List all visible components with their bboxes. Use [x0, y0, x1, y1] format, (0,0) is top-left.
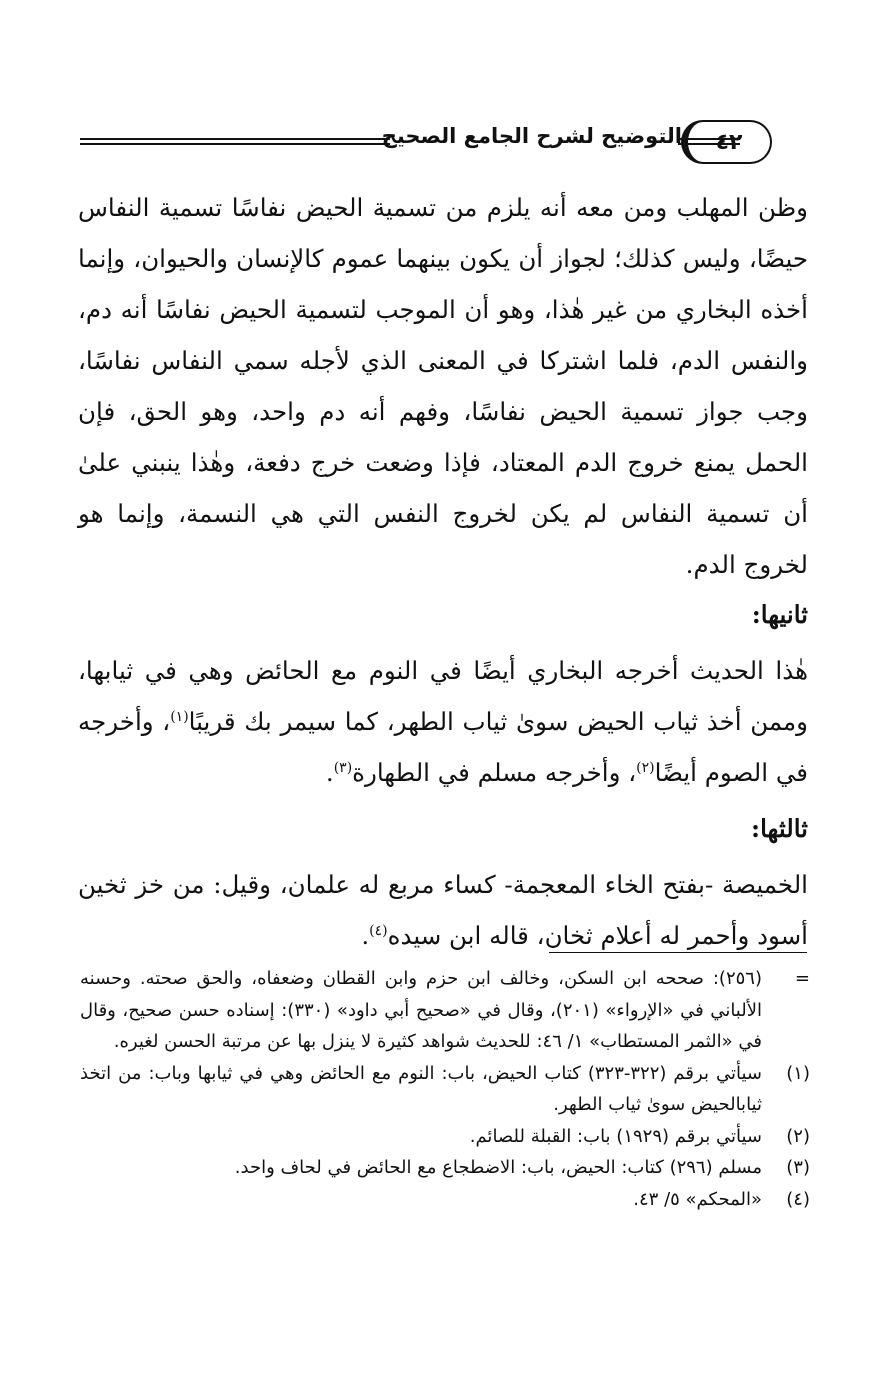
footnote-ref-2[interactable]: (٢): [636, 759, 655, 776]
paragraph-2-text: ، وأخرجه مسلم في الطهارة: [352, 758, 637, 787]
footnote-3: [80, 1152, 810, 1184]
page-header: [80, 118, 810, 168]
footnote-ref-3[interactable]: (٣): [333, 759, 353, 776]
paragraph-3-text: .: [361, 921, 370, 950]
paragraph-2-text: .: [325, 758, 334, 787]
footnote-separator: [549, 952, 807, 953]
footnote-text: مسلم (٢٩٦) كتاب: الحيض، باب: الاضطجاع مع الحائض في لحاف واحد.: [234, 1157, 762, 1178]
paragraph-3: [78, 859, 808, 961]
footnote-text: سيأتي برقم (٣٢٢-٣٢٣) كتاب الحيض، باب: النوم مع الحائض وهي في ثيابها وباب: من اتخذ ثيابالحيض سوىٰ ثياب الطهر.: [80, 1062, 762, 1115]
footnote-mark: (٤): [786, 1188, 810, 1210]
paragraph-2-text: ، وأخرجه في الصوم أيضًا: [78, 707, 808, 787]
section-heading-2: ثانيها:: [751, 600, 808, 629]
header-rule: [160, 138, 390, 145]
footnote-mark: =: [794, 968, 810, 989]
paragraph-2-text: هٰذا الحديث أخرجه البخاري أيضًا في النوم مع الحائض وهي في ثيابها، وممن أخذ ثياب الحيض سوىٰ ثياب الطهر، كما سيمر بك قريبًا: [78, 656, 809, 736]
footnote-mark: (٣): [786, 1157, 810, 1178]
main-text: [78, 182, 808, 961]
footnote-ref-1[interactable]: (١): [170, 708, 189, 725]
footnote-mark: (١): [786, 1062, 810, 1084]
footnote-4: [80, 1184, 810, 1216]
footnotes: [80, 963, 810, 1215]
page-number: ٤٢: [681, 120, 772, 164]
footnote-ref-4[interactable]: (٤): [369, 922, 388, 939]
paragraph-2: [78, 645, 808, 798]
footnote-text: «المحكم» ٥/ ٤٣.: [633, 1188, 762, 1210]
footnote-continued: [80, 963, 810, 1058]
footnote-text: (٢٥٦): صححه ابن السكن، وخالف ابن حزم وابن القطان وضعفاه، والحق صحته. وحسنه الألباني في «الإرواء» (٢٠١)، وقال في «صحيح أبي داود» (٣٣٠): إسناده حسن صحيح، وقال في «الثمر المستطاب» ١/ ٤٦: للحديث شواهد كثيرة لا ينزل بها عن مرتبة الحسن لغيره.: [80, 968, 762, 1052]
footnote-mark: (٢): [786, 1125, 810, 1147]
paragraph-3-text: الخميصة -بفتح الخاء المعجمة- كساء مربع له علمان، وقيل: من خز ثخين أسود وأحمر له أعلام ثخان، قاله ابن سيده: [78, 870, 808, 950]
paragraph-1: وظن المهلب ومن معه أنه يلزم من تسمية الحيض نفاسًا تسمية النفاس حيضًا، وليس كذلك؛ لجواز أن يكون بينهما عموم كالإنسان والحيوان، وإنما أخذه البخاري من غير هٰذا، وهو أن الموجب لتسمية الحيض نفاسًا أنه دم، والنفس الدم، فلما اشتركا في المعنى الذي لأجله سمي النفاس نفاسًا، وجب جواز تسمية الحيض نفاسًا، وفهم أنه دم واحد، وهو الحق، فإن الحمل يمنع خروج الدم المعتاد، فإذا وضعت خرج دفعة، وهٰذا ينبني علىٰ أن تسمية النفاس لم يكن لخروج النفس التي هي النسمة، وإنما هو لخروج الدم.: [78, 193, 808, 579]
section-heading-3: ثالثها:: [751, 814, 808, 843]
header-rule: [80, 138, 160, 145]
footnote-2: [80, 1121, 810, 1153]
running-title: التوضيح لشرح الجامع الصحيح: [381, 124, 682, 148]
footnote-text: سيأتي برقم (١٩٢٩) باب: القبلة للصائم.: [469, 1125, 762, 1147]
footnote-1: [80, 1058, 810, 1121]
